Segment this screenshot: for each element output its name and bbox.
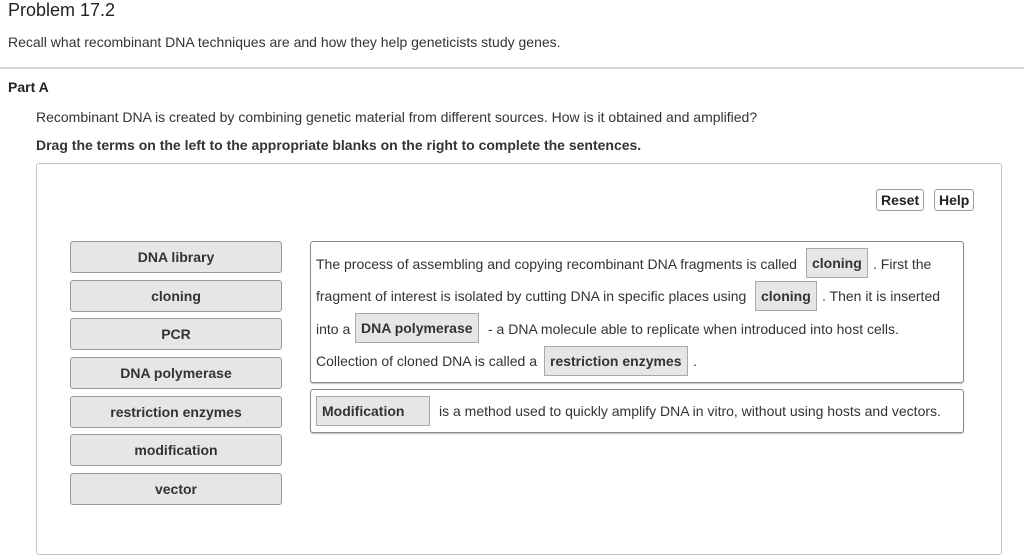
sentence-text: fragment of interest is isolated by cutting DNA in specific places using xyxy=(316,288,747,304)
sentence-text: The process of assembling and copying recombinant DNA fragments is called xyxy=(316,256,797,272)
blank-4-filled[interactable]: restriction enzymes xyxy=(544,346,688,376)
reset-button[interactable]: Reset xyxy=(876,189,924,211)
question-text: Recombinant DNA is created by combining genetic material from different sources. How is it obtained and amplified? xyxy=(36,109,758,125)
sentence-text: . Then it is inserted xyxy=(822,288,941,304)
blank-5-filled[interactable]: Modification xyxy=(316,396,430,426)
term-cloning[interactable]: cloning xyxy=(70,280,282,312)
blank-1-filled[interactable]: cloning xyxy=(806,248,868,278)
term-pcr[interactable]: PCR xyxy=(70,318,282,350)
term-dna-library[interactable]: DNA library xyxy=(70,241,282,273)
sentence-text: - a DNA molecule able to replicate when introduced into host cells. xyxy=(488,321,899,337)
blank-2-filled[interactable]: cloning xyxy=(755,281,817,311)
section-divider xyxy=(0,67,1024,69)
problem-subtitle: Recall what recombinant DNA techniques are and how they help geneticists study genes. xyxy=(8,34,561,50)
sentence-text: into a xyxy=(316,321,351,337)
sentence-text: . First the xyxy=(873,256,932,272)
term-restriction-enzymes[interactable]: restriction enzymes xyxy=(70,396,282,428)
part-label: Part A xyxy=(8,79,49,95)
problem-title: Problem 17.2 xyxy=(8,0,116,20)
sentence-text: is a method used to quickly amplify DNA in vitro, without using hosts and vectors. xyxy=(439,403,941,419)
sentence-text: . xyxy=(693,353,697,369)
term-vector[interactable]: vector xyxy=(70,473,282,505)
sentence-text: Collection of cloned DNA is called a xyxy=(316,353,538,369)
term-modification[interactable]: modification xyxy=(70,434,282,466)
term-dna-polymerase[interactable]: DNA polymerase xyxy=(70,357,282,389)
instruction-text: Drag the terms on the left to the appropriate blanks on the right to complete the sentences. xyxy=(36,137,642,153)
blank-3-filled[interactable]: DNA polymerase xyxy=(355,313,479,343)
help-button[interactable]: Help xyxy=(934,189,974,211)
